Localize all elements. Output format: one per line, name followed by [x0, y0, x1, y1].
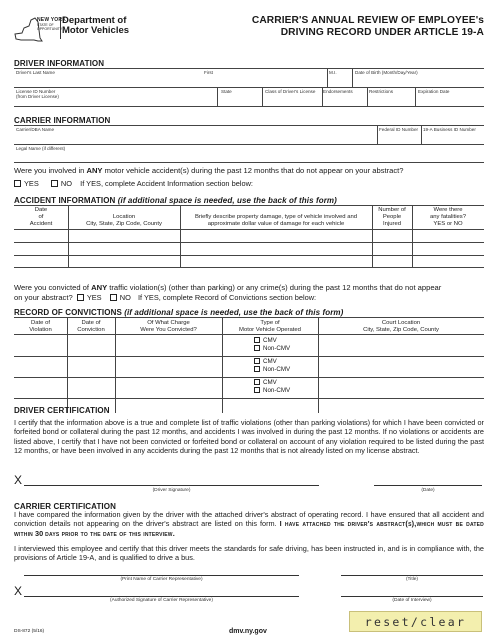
accident-no-option[interactable] [51, 179, 72, 189]
accident-question [14, 166, 484, 176]
license-class-field[interactable]: Class of Driver's License [265, 89, 316, 94]
accident-q-pre: Were you involved in [14, 166, 87, 175]
carrier-cert-title: CARRIER CERTIFICATION [14, 502, 116, 511]
conviction-q-line1 [14, 283, 484, 293]
noncmv-label-1: Non-CMV [263, 345, 291, 353]
col-fatal-line3: YES or NO [433, 220, 463, 227]
accident-q-post: motor vehicle accident(s) during the past 12 months that do not appear on your abstract? [102, 166, 404, 175]
logo-divider [60, 17, 61, 39]
endorsements-field[interactable]: Endorsements [323, 89, 353, 94]
cmv-label-3: CMV [263, 379, 277, 386]
form-title-line1: CARRIER'S ANNUAL REVIEW OF EMPLOYEE's [251, 15, 484, 26]
dmv-logo [12, 14, 130, 48]
col-violation-line1: Date of [31, 320, 50, 326]
col-conviction-line2: Conviction [77, 326, 105, 333]
cmv-checkbox-2[interactable] [254, 358, 260, 364]
form-title-line2: DRIVING RECORD UNDER ARTICLE 19-A [280, 27, 484, 38]
first-name-field[interactable]: First [204, 70, 213, 75]
conviction-yes-label: YES [86, 293, 102, 302]
convictions-title [14, 308, 343, 317]
conviction-yes-checkbox[interactable] [77, 294, 84, 301]
carrier-info-title: CARRIER INFORMATION [14, 116, 111, 125]
noncmv-option-1[interactable] [254, 345, 290, 353]
col-fatalities [412, 207, 484, 227]
col-date-line3: Accident [29, 220, 53, 227]
col-fatal-line2: any fatalities? [429, 213, 467, 220]
cmv-label-2: CMV [263, 358, 277, 365]
conviction-q-post: traffic violation(s) (other than parking) or any crime(s) during the past 12 months that do not appear [107, 283, 442, 292]
carrier-cert-text-1a: I have compared the information given by the driver with the attached driver's abstract of operating record. I have ensured that all accident and conviction details not appearing on the driver's abstract are listed on this form. [14, 510, 484, 529]
conviction-no-option[interactable] [110, 293, 131, 303]
federal-id-field[interactable]: Federal ID Number [379, 127, 419, 132]
noncmv-checkbox-3[interactable] [254, 387, 260, 393]
accident-instruction: If YES, complete Accident Information section below: [80, 179, 253, 188]
conviction-no-checkbox[interactable] [110, 294, 117, 301]
carrier-cert-text-1 [14, 510, 484, 538]
col-people-line2: People [382, 213, 402, 220]
accident-row-3[interactable] [14, 267, 484, 268]
noncmv-option-2[interactable] [254, 366, 290, 374]
print-name-line[interactable] [24, 575, 299, 576]
driver-cert-text: I certify that the information above is a true and complete list of traffic violations (other than parking violations) for which I have been convicted or forfeited bond or collateral during the past 12 months, and accidents I was involved in during the past 12 months. If no violations or accidents are listed above, I certify that I have not been convicted or forfeited bond or collateral on account of any violation required to be listed during the past 12 months, or have been involved in any accidents during the past 12 months that is not already listed on my license abstract. [14, 418, 484, 456]
col-date-of-violation [14, 320, 67, 334]
driver-date-line[interactable] [374, 485, 482, 486]
cmv-option-2[interactable] [254, 358, 290, 366]
carrier-cert-text-1d: days prior to the date of this interview. [45, 528, 175, 538]
driver-signature-line[interactable] [24, 485, 319, 486]
vehicle-type-row-1 [254, 337, 290, 354]
convictions-heading: RECORD OF CONVICTIONS [14, 308, 122, 317]
last-name-field[interactable]: Driver's Last Name [16, 70, 55, 75]
col-damage-line2: approximate dollar value of damage for each vehicle [207, 220, 345, 227]
conviction-q-line2 [14, 293, 484, 303]
print-name-label: (Print Name of Carrier Representative) [120, 577, 203, 582]
conviction-question [14, 283, 484, 303]
accident-info-title [14, 196, 337, 205]
col-date-of-conviction [67, 320, 115, 334]
cmv-checkbox-3[interactable] [254, 379, 260, 385]
interview-date-line[interactable] [341, 596, 483, 597]
conviction-q-pre: Were you convicted of [14, 283, 92, 292]
col-vehicle-type [222, 320, 318, 334]
driver-signature-label: (Driver Signature) [152, 488, 191, 493]
conviction-q-emph: ANY [91, 283, 108, 292]
accident-row-1[interactable] [14, 242, 484, 243]
logo-dept-line1: Department of [62, 15, 127, 26]
col-court-line2: City, State, Zip Code, County [363, 326, 439, 333]
col-people-injured [372, 207, 412, 227]
conviction-no-label: NO [119, 293, 131, 302]
cmv-label-1: CMV [263, 337, 277, 344]
cmv-option-1[interactable] [254, 337, 290, 345]
carrier-signature-x: X [14, 584, 23, 598]
cmv-option-3[interactable] [254, 379, 290, 387]
noncmv-option-3[interactable] [254, 387, 290, 395]
noncmv-checkbox-2[interactable] [254, 366, 260, 372]
reset-clear-button[interactable]: reset/clear [349, 611, 482, 632]
carrier-dba-field[interactable]: Carrier/DBA Name [16, 127, 55, 132]
cmv-checkbox-1[interactable] [254, 337, 260, 343]
interview-date-label: (Date of Interview) [392, 598, 432, 603]
col-people-line1: Number of [378, 207, 406, 213]
accident-info-subtitle: (if additional space is needed, use the back of this form) [117, 196, 337, 205]
carrier-signature-line[interactable] [24, 596, 299, 597]
license-id-field[interactable] [16, 89, 59, 99]
logo-ny-text: NEW YORK [37, 17, 67, 23]
col-location [68, 214, 180, 228]
noncmv-label-3: Non-CMV [263, 387, 291, 395]
carrier-signature-label: (Authorized Signature of Carrier Representative) [110, 598, 213, 603]
accident-row-2[interactable] [14, 255, 484, 256]
accident-yes-option[interactable] [14, 179, 39, 189]
form-title [252, 15, 484, 39]
legal-name-field[interactable]: Legal Name (if different) [16, 146, 66, 151]
col-charge [115, 320, 222, 334]
col-damage-line1: Briefly describe property damage, type of vehicle involved and [194, 214, 358, 220]
col-damage-description [180, 214, 372, 228]
accident-info-heading: ACCIDENT INFORMATION [14, 196, 116, 205]
col-conviction-line1: Date of [81, 320, 101, 326]
vehicle-type-row-3 [254, 379, 290, 396]
col-location-line2: City, State, Zip Code, County [86, 220, 162, 227]
logo-department [62, 16, 129, 36]
col-location-line1: Location [112, 214, 136, 220]
conviction-yes-option[interactable] [77, 293, 102, 303]
logo-subtitle: STATE OF OPPORTUNITY [37, 23, 63, 31]
driver-info-title: DRIVER INFORMATION [14, 59, 105, 68]
col-people-line3: Injured [382, 220, 401, 227]
conviction-instruction: If YES, complete Record of Convictions section below: [137, 293, 317, 302]
middle-initial-field[interactable]: M.I. [329, 70, 337, 75]
col-court-line1: Court Location [381, 320, 421, 326]
restrictions-field[interactable]: Restrictions [369, 89, 393, 94]
noncmv-label-2: Non-CMV [263, 366, 291, 374]
carrier-cert-text-2: I interviewed this employee and certify that this driver meets the standards for safe driving, has been instructed in, and is in compliance with, the provisions of Article 19-A, and is qualified to drive a bus. [14, 544, 484, 563]
driver-cert-title: DRIVER CERTIFICATION [14, 406, 110, 415]
date-of-birth-field[interactable]: Date of Birth (Month/Day/Year) [355, 70, 418, 75]
title-line[interactable] [341, 575, 483, 576]
accident-no-label: NO [60, 179, 73, 188]
license-id-label-1: License ID Number [16, 89, 56, 94]
expiration-date-field[interactable]: Expiration Date [418, 89, 450, 94]
carrier-cert-text-1b: I have attached the driver's abstract(s),which must be dated within [14, 519, 484, 538]
form-number: DS-872 (5/16) [14, 629, 45, 634]
license-id-label-2: (from Driver License) [16, 94, 59, 99]
vehicle-type-row-2 [254, 358, 290, 375]
col-court-location [318, 320, 484, 334]
accident-yes-checkbox[interactable] [14, 180, 21, 187]
col-vehicle-line2: Motor Vehicle Operated [239, 326, 301, 333]
col-date-line1: Date [34, 207, 48, 213]
dmv-website-link[interactable]: dmv.ny.gov [229, 628, 267, 635]
accident-yes-label: YES [24, 179, 39, 188]
noncmv-checkbox-1[interactable] [254, 345, 260, 351]
accident-answer-row [14, 179, 484, 189]
col-vehicle-line1: Type of [260, 320, 280, 326]
accident-no-checkbox[interactable] [51, 180, 58, 187]
conviction-q-abstract: on your abstract? [14, 293, 73, 302]
col-violation-line2: Violation [29, 326, 52, 333]
convictions-subtitle: (if additional space is needed, use the back of this form) [124, 308, 344, 317]
accident-q-emph: ANY [86, 166, 103, 175]
logo-dept-line2: Motor Vehicles [62, 25, 130, 36]
col-charge-line1: Of What Charge [147, 320, 190, 326]
state-field[interactable]: State [221, 89, 232, 94]
driver-date-label: (Date) [421, 488, 435, 493]
carrier-cert-text-1c: 30 [32, 528, 46, 538]
driver-signature-x: X [14, 473, 23, 487]
col-date-of-accident [14, 207, 68, 227]
title-label: (Title) [405, 577, 419, 582]
col-date-line2: of [38, 213, 44, 220]
business-id-field[interactable]: 19-A Business ID Number [423, 127, 476, 132]
col-charge-line2: Were You Convicted? [140, 326, 197, 333]
col-fatal-line1: Were there [433, 207, 463, 213]
